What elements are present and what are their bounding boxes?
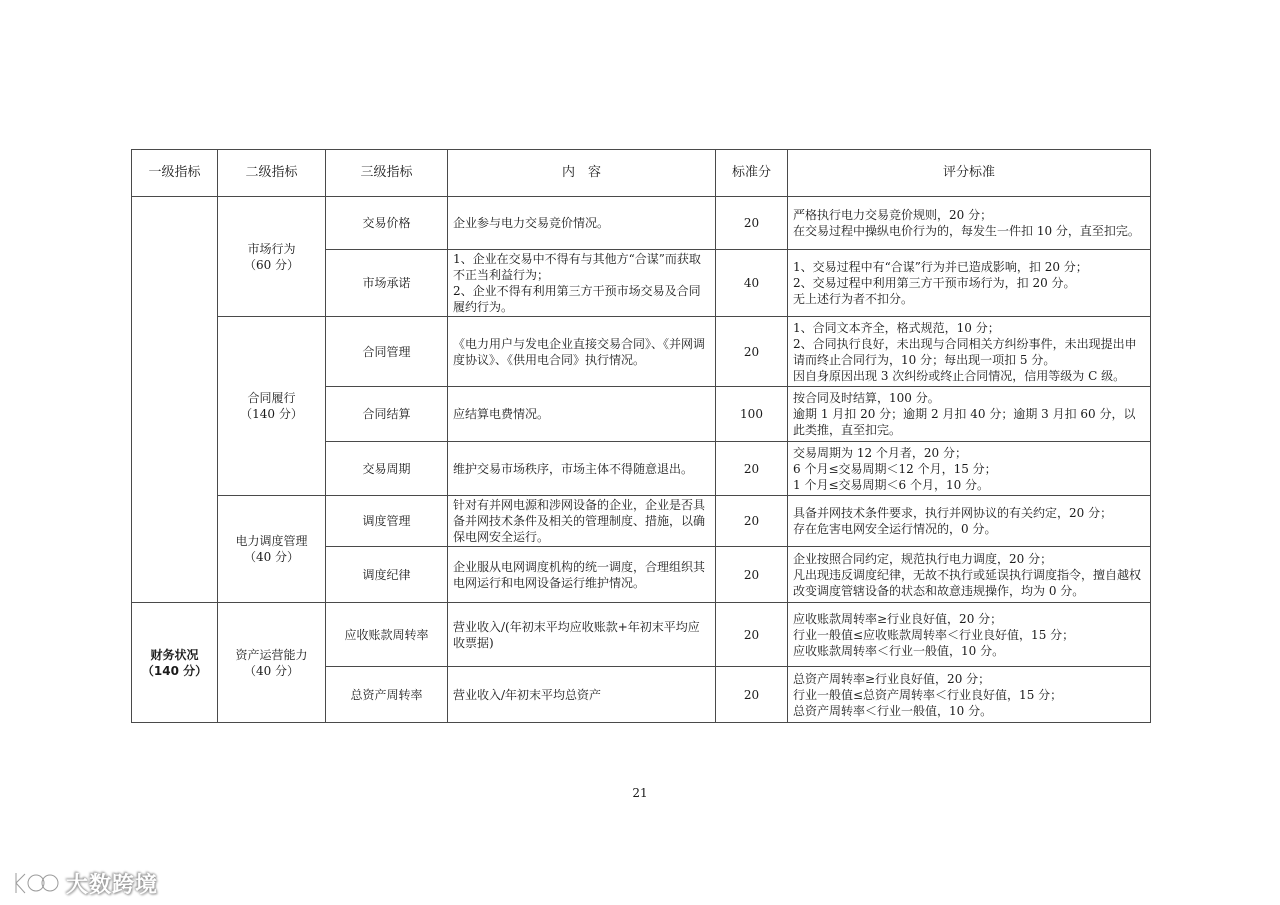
content-cell <box>448 317 716 387</box>
level2-name: 电力调度管理 <box>235 534 308 548</box>
criteria-line: 1 个月≤交易周期＜6 个月，10 分。 <box>793 477 990 492</box>
criteria-cell <box>788 496 1151 547</box>
score-cell: 20 <box>716 667 788 723</box>
content-line: 营业收入/年初末平均总资产 <box>453 687 602 702</box>
level3-cell: 调度纪律 <box>326 547 448 603</box>
content-line: 企业参与电力交易竞价情况。 <box>453 216 610 230</box>
level2-cell <box>218 496 326 603</box>
criteria-line: 1、交易过程中有“合谋”行为并已造成影响，扣 20 分； <box>793 260 1088 274</box>
criteria-cell <box>788 387 1151 442</box>
criteria-line: 应收账款周转率＜行业一般值，10 分。 <box>793 643 1005 658</box>
level2-sub: （140 分） <box>240 407 303 421</box>
score-cell: 20 <box>716 317 788 387</box>
level1-cell <box>132 603 218 723</box>
level2-cell <box>218 197 326 317</box>
content-line: 《电力用户与发电企业直接交易合同》、《并网调度协议》、《供用电合同》执行情况。 <box>453 336 706 367</box>
score-cell: 20 <box>716 197 788 250</box>
table-header-row <box>132 150 1151 197</box>
content-cell <box>448 547 716 603</box>
criteria-cell <box>788 667 1151 723</box>
level3-cell: 调度管理 <box>326 496 448 547</box>
criteria-line: 总资产周转率≥行业良好值，20 分； <box>793 671 991 686</box>
level2-cell <box>218 603 326 723</box>
content-cell <box>448 442 716 496</box>
criteria-line: 交易周期为 12 个月者，20 分； <box>793 445 967 460</box>
criteria-line: 总资产周转率＜行业一般值，10 分。 <box>793 703 993 718</box>
criteria-line: 具备并网技术条件要求，执行并网协议的有关约定，20 分； <box>793 506 1113 520</box>
score-cell: 20 <box>716 547 788 603</box>
content-line: 针对有并网电源和涉网设备的企业，企业是否具备并网技术条件及相关的管理制度、措施，以确保电网安全运行。 <box>453 498 706 544</box>
level3-cell: 应收账款周转率 <box>326 603 448 667</box>
table-row <box>132 197 1151 250</box>
level2-sub: （40 分） <box>243 550 300 564</box>
score-cell: 40 <box>716 250 788 317</box>
table-row <box>132 317 1151 387</box>
indicator-table <box>131 149 1151 723</box>
level1-label: 财务状况 <box>150 647 199 662</box>
level3-cell: 交易周期 <box>326 442 448 496</box>
criteria-cell <box>788 317 1151 387</box>
header-criteria: 评分标准 <box>788 150 1151 197</box>
content-line: 营业收入/(年初末平均应收账款+年初末平均应收票据) <box>453 619 700 650</box>
content-line: 企业服从电网调度机构的统一调度，合理组织其电网运行和电网设备运行维护情况。 <box>453 559 706 590</box>
level2-name: 市场行为 <box>247 241 296 256</box>
content-cell <box>448 603 716 667</box>
content-line: 应结算电费情况。 <box>453 407 550 421</box>
criteria-line: 在交易过程中操纵电价行为的，每发生一件扣 10 分，直至扣完。 <box>793 224 1140 238</box>
level2-sub: （60 分） <box>243 257 300 272</box>
criteria-cell <box>788 442 1151 496</box>
criteria-line: 6 个月≤交易周期＜12 个月，15 分； <box>793 461 997 476</box>
criteria-line: 逾期 1 月扣 20 分；逾期 2 月扣 40 分；逾期 3 月扣 60 分，以此类推，直至扣完。 <box>793 407 1136 437</box>
level3-cell: 合同结算 <box>326 387 448 442</box>
level1-sub: （140 分） <box>141 663 208 678</box>
criteria-cell <box>788 197 1151 250</box>
header-level2: 二级指标 <box>218 150 326 197</box>
level2-cell <box>218 317 326 496</box>
header-level3: 三级指标 <box>326 150 448 197</box>
criteria-cell <box>788 250 1151 317</box>
watermark-text: 大数跨境 <box>66 872 159 898</box>
table-row <box>132 603 1151 667</box>
level3-cell: 合同管理 <box>326 317 448 387</box>
content-cell <box>448 197 716 250</box>
content-line: 2、企业不得有利用第三方干预市场交易及合同履约行为。 <box>453 284 701 314</box>
watermark <box>12 866 158 900</box>
score-cell: 100 <box>716 387 788 442</box>
criteria-line: 按合同及时结算，100 分。 <box>793 391 940 405</box>
criteria-line: 因自身原因出现 3 次纠纷或终止合同情况，信用等级为 C 级。 <box>793 368 1126 383</box>
level1-cell-empty <box>132 197 218 603</box>
criteria-line: 凡出现违反调度纪律，无故不执行或延误执行调度指令，擅自越权改变调度管辖设备的状态和故意违规操作，均为 0 分。 <box>793 567 1142 598</box>
header-level1: 一级指标 <box>132 150 218 197</box>
content-line: 1、企业在交易中不得有与其他方“合谋”而获取不正当利益行为； <box>453 252 701 282</box>
level3-cell: 总资产周转率 <box>326 667 448 723</box>
header-content: 内 容 <box>448 150 716 197</box>
criteria-line: 行业一般值≤总资产周转率＜行业良好值，15 分； <box>793 687 1063 702</box>
criteria-line: 1、合同文本齐全，格式规范，10 分； <box>793 320 1000 335</box>
logo-icon <box>12 868 60 898</box>
content-cell <box>448 667 716 723</box>
level3-cell: 市场承诺 <box>326 250 448 317</box>
level2-name: 合同履行 <box>247 391 296 405</box>
content-line: 维护交易市场秩序，市场主体不得随意退出。 <box>453 461 694 476</box>
score-cell: 20 <box>716 496 788 547</box>
criteria-line: 企业按照合同约定，规范执行电力调度，20 分； <box>793 551 1053 566</box>
criteria-line: 应收账款周转率≥行业良好值，20 分； <box>793 611 1003 626</box>
criteria-cell <box>788 547 1151 603</box>
criteria-cell <box>788 603 1151 667</box>
level3-cell: 交易价格 <box>326 197 448 250</box>
level2-name: 资产运营能力 <box>235 647 308 662</box>
score-cell: 20 <box>716 442 788 496</box>
header-score: 标准分 <box>716 150 788 197</box>
score-cell: 20 <box>716 603 788 667</box>
criteria-line: 行业一般值≤应收账款周转率＜行业良好值，15 分； <box>793 627 1075 642</box>
criteria-line: 2、合同执行良好，未出现与合同相关方纠纷事件，未出现提出申请而终止合同行为，10 分；每出现一项扣 5 分。 <box>793 336 1137 367</box>
content-cell <box>448 250 716 317</box>
criteria-line: 存在危害电网安全运行情况的，0 分。 <box>793 522 997 536</box>
criteria-line: 无上述行为者不扣分。 <box>793 292 914 306</box>
criteria-line: 2、交易过程中利用第三方干预市场行为，扣 20 分。 <box>793 276 1076 290</box>
criteria-line: 严格执行电力交易竞价规则，20 分； <box>793 208 993 222</box>
content-cell <box>448 387 716 442</box>
table-row <box>132 496 1151 547</box>
content-cell <box>448 496 716 547</box>
level2-sub: （40 分） <box>243 663 300 678</box>
page-number: 21 <box>632 786 648 800</box>
